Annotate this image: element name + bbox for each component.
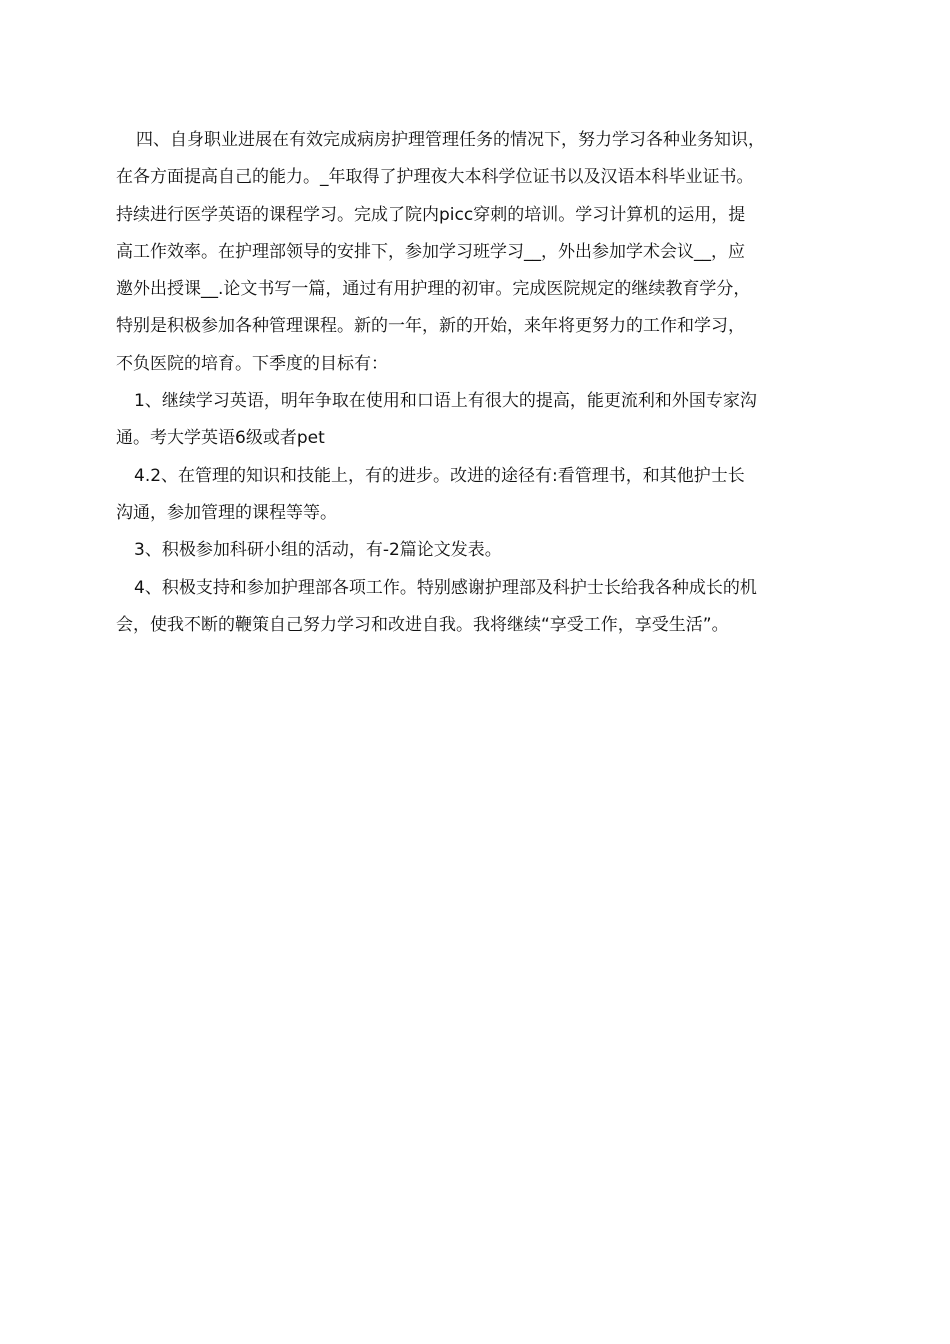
list-item-line: 3、积极参加科研小组的活动，有-2篇论文发表。 (134, 540, 502, 561)
paragraph-line: 四、自身职业进展在有效完成病房护理管理任务的情况下，努力学习各种业务知识， (136, 130, 765, 150)
document-body (116, 122, 846, 644)
list-item-line: 通。考大学英语6级或者pet (116, 428, 325, 449)
list-item-line: 沟通，参加管理的课程等等。 (116, 502, 337, 523)
paragraph-line: 不负医院的培育。下季度的目标有： (116, 353, 388, 374)
list-item-line: 1、继续学习英语，明年争取在使用和口语上有很大的提高，能更流利和外国专家沟 (134, 391, 757, 412)
paragraph-line: 特别是积极参加各种管理课程。新的一年，新的开始，来年将更努力的工作和学习， (116, 316, 745, 337)
list-item-line: 4、积极支持和参加护理部各项工作。特别感谢护理部及科护士长给我各种成长的机 (134, 577, 757, 598)
list-item-line: 会，使我不断的鞭策自己努力学习和改进自我。我将继续“享受工作，享受生活”。 (116, 614, 729, 635)
paragraph-line: 在各方面提高自己的能力。_年取得了护理夜大本科学位证书以及汉语本科毕业证书。 (116, 167, 754, 188)
paragraph-line: 持续进行医学英语的课程学习。完成了院内picc穿刺的培训。学习计算机的运用，提 (116, 204, 746, 225)
paragraph-line: 邀外出授课__.论文书写一篇，通过有用护理的初审。完成医院规定的继续教育学分， (116, 279, 751, 300)
list-item-line: 4.2、在管理的知识和技能上，有的进步。改进的途径有:看管理书，和其他护士长 (134, 465, 745, 486)
paragraph-line: 高工作效率。在护理部领导的安排下，参加学习班学习__，外出参加学术会议__，应 (116, 241, 745, 262)
